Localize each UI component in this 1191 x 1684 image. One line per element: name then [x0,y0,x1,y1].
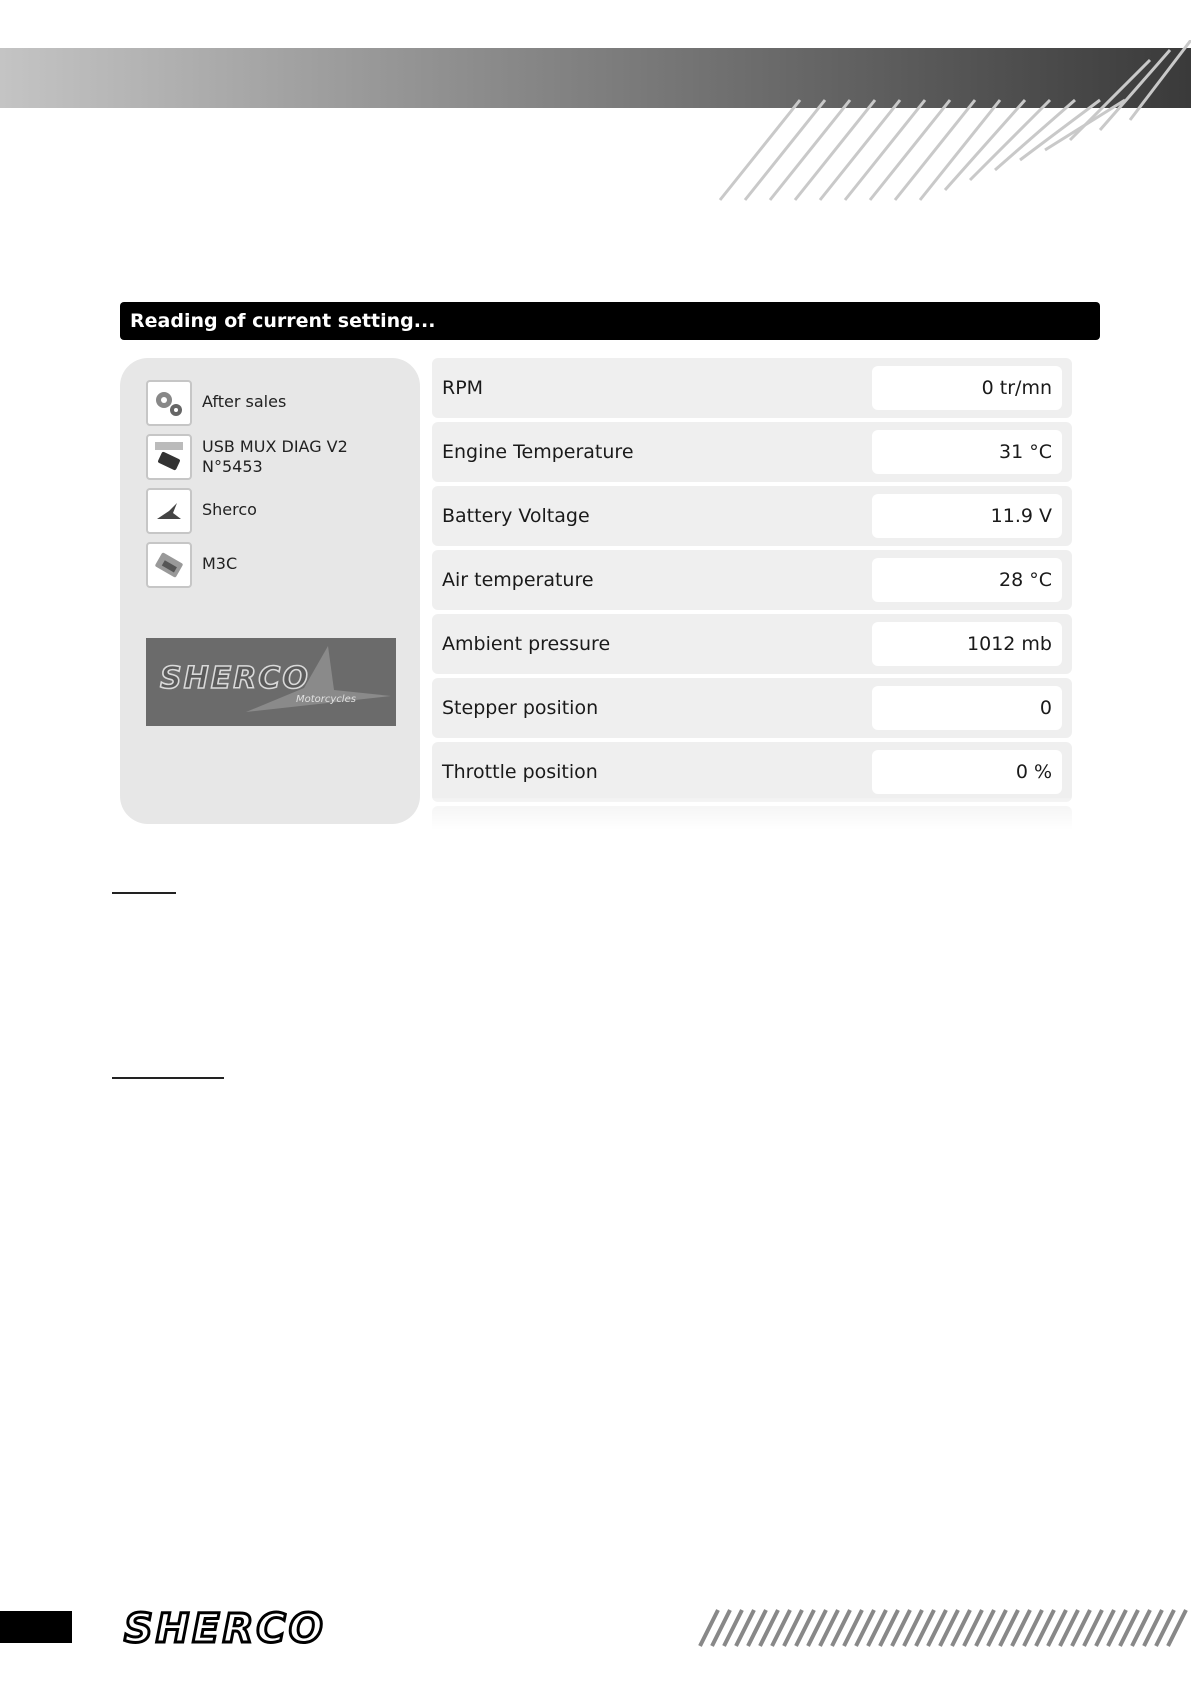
underline-rule [112,892,176,894]
diagnostic-screen [120,302,1100,830]
parameter-value: 0 tr/mn [872,366,1062,410]
device-label: After sales [202,392,287,411]
footer-stripes-decoration [698,1606,1191,1650]
parameter-label: RPM [442,377,484,399]
parameter-label: Ambient pressure [442,633,611,655]
device-serial: N°5453 [202,457,263,476]
parameter-row [432,614,1072,674]
parameter-row [432,486,1072,546]
parameter-row [432,550,1072,610]
device-label [202,437,348,477]
list-fade [432,798,1100,830]
device-name: USB MUX DIAG V2 [202,437,348,456]
logo-text: SHERCO [160,661,310,696]
parameter-label: Battery Voltage [442,505,590,527]
footer-brand: SHERCO [124,1606,326,1650]
device-item-sherco[interactable] [146,488,416,538]
window-title: Reading of current setting... [120,302,1100,340]
underline-rule [112,1077,224,1079]
parameter-list [432,358,1100,830]
header-stripes-decoration [700,40,1191,210]
parameter-row [432,358,1072,418]
device-panel [120,358,420,824]
parameter-label: Air temperature [442,569,594,591]
device-label: Sherco [202,500,257,519]
parameter-row [432,678,1072,738]
usb-interface-icon [146,434,192,480]
parameter-label: Stepper position [442,697,599,719]
page-number-block [0,1611,72,1643]
gears-icon [146,380,192,426]
parameter-value: 31 °C [872,430,1062,474]
footer-sherco-logo [118,1604,478,1650]
parameter-row [432,742,1072,802]
parameter-value: 0 % [872,750,1062,794]
device-item-usb-mux[interactable] [146,434,416,484]
parameter-value: 0 [872,686,1062,730]
device-item-after-sales[interactable] [146,380,416,430]
sherco-logo [146,638,396,726]
device-item-m3c[interactable] [146,542,416,592]
device-label: M3C [202,554,238,573]
parameter-label: Engine Temperature [442,441,634,463]
ecu-module-icon [146,542,192,588]
parameter-value: 11.9 V [872,494,1062,538]
parameter-label: Throttle position [442,761,598,783]
logo-subtext: Motorcycles [296,694,356,705]
parameter-value: 28 °C [872,558,1062,602]
sherco-star-icon [146,488,192,534]
parameter-row [432,422,1072,482]
parameter-value: 1012 mb [872,622,1062,666]
